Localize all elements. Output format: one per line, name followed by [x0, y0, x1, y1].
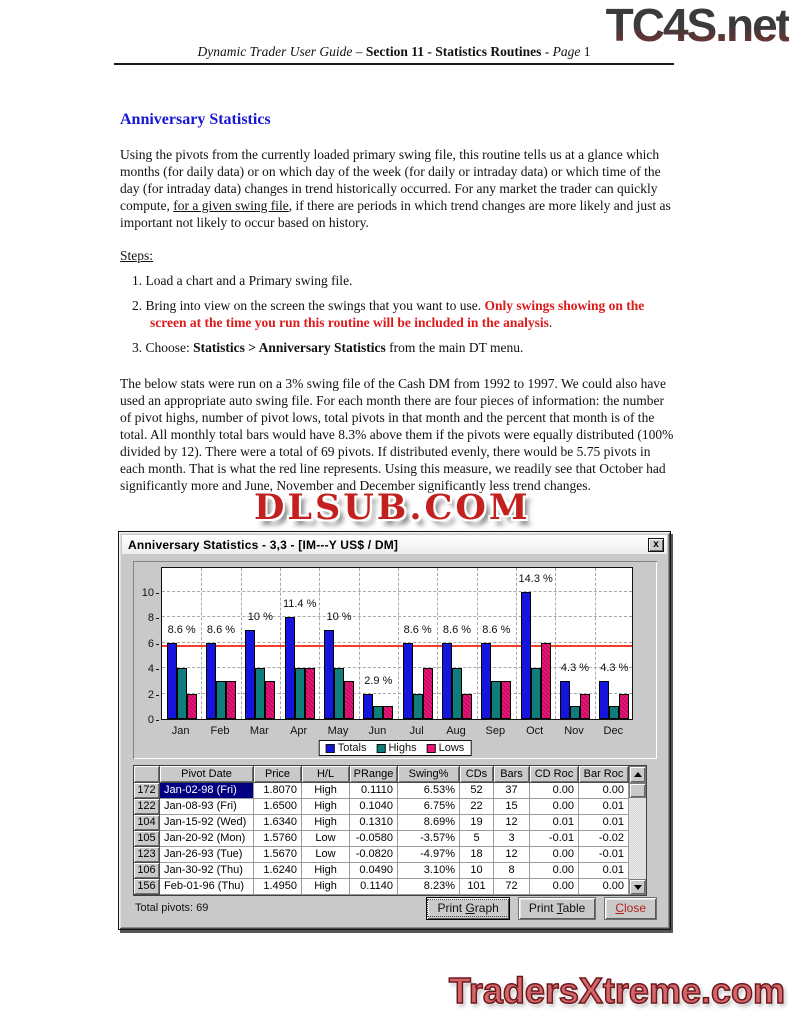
- table-cell-bars[interactable]: 15: [494, 799, 530, 815]
- bar-highs-may: [334, 668, 344, 719]
- table-cell-date[interactable]: Jan-15-92 (Wed): [160, 815, 254, 831]
- tc4s-logo: TC4S.net: [605, 0, 789, 51]
- gridline-h: [162, 616, 632, 617]
- doc-header-section: Section 11 - Statistics Routines: [365, 44, 542, 59]
- table-cell-prange[interactable]: 0.1310: [350, 815, 398, 831]
- percent-label: 8.6 %: [167, 623, 196, 636]
- y-tick-mark: [156, 669, 159, 670]
- legend-swatch: [427, 744, 436, 753]
- bar-lows-mar: [265, 681, 275, 719]
- gridline-v: [319, 568, 320, 719]
- table-cell-price[interactable]: 1.4950: [254, 879, 302, 895]
- y-tick-label: 6: [147, 637, 154, 650]
- tradersxtreme-logo: TradersXtreme.com: [448, 970, 785, 1011]
- table-cell-price[interactable]: 1.6240: [254, 863, 302, 879]
- bar-highs-jun: [373, 706, 383, 719]
- step-2-warning: Only swings showing on the screen at the time you run this routine will be included in the analysis: [150, 298, 645, 330]
- paragraph-1: Using the pivots from the currently loaded primary swing file, this routine tells us at a glance which months (for daily data) or on which day of the week (for daily or intraday data) or which time of the day (for intraday data) changes in trend historically occurred. For any market the trader can quickly compute, for a given swing file, if there are periods in which trend changes are more likely and just as important not likely to occur based on history.: [120, 147, 671, 230]
- column-header: Bars: [494, 766, 530, 783]
- table-cell-barroc[interactable]: -0.02: [579, 831, 629, 847]
- bar-highs-jan: [177, 668, 187, 719]
- bar-totals-jul: [403, 643, 413, 720]
- row-number: 105: [134, 831, 160, 847]
- gridline-v: [477, 568, 478, 719]
- table-cell-swing[interactable]: 3.10%: [398, 863, 460, 879]
- legend-swatch: [326, 744, 335, 753]
- table-cell-bars[interactable]: 37: [494, 783, 530, 799]
- bar-totals-aug: [442, 643, 452, 720]
- bar-highs-nov: [570, 706, 580, 719]
- chart-legend: [319, 740, 472, 756]
- x-axis: [161, 725, 633, 739]
- print-graph-button[interactable]: Print Graph: [426, 897, 509, 920]
- table-cell-barroc[interactable]: 0.01: [579, 863, 629, 879]
- percent-label: 8.6 %: [403, 623, 432, 636]
- gridline-v: [555, 568, 556, 719]
- bar-highs-oct: [531, 668, 541, 719]
- column-header: H/L: [302, 766, 350, 783]
- row-number: 156: [134, 879, 160, 895]
- bar-lows-feb: [226, 681, 236, 719]
- x-tick-label: Aug: [446, 725, 466, 737]
- y-tick-mark: [156, 720, 159, 721]
- anniversary-statistics-dialog: [118, 531, 671, 930]
- column-header: Swing%: [398, 766, 460, 783]
- y-tick-label: 0: [147, 714, 154, 726]
- table-cell-cdroc[interactable]: 0.01: [530, 815, 579, 831]
- bar-highs-sep: [491, 681, 501, 719]
- y-axis: [133, 567, 159, 726]
- percent-label: 10 %: [247, 610, 273, 623]
- table-cell-date[interactable]: Feb-01-96 (Thu): [160, 879, 254, 895]
- table-cell-barroc[interactable]: 0.01: [579, 815, 629, 831]
- percent-label: 4.3 %: [560, 661, 590, 674]
- table-cell-cds[interactable]: 10: [460, 863, 494, 879]
- bar-highs-apr: [295, 668, 305, 719]
- percent-label: 11.4 %: [282, 598, 317, 610]
- table-cell-cds[interactable]: 52: [460, 783, 494, 799]
- y-tick-mark: [156, 593, 159, 594]
- y-tick-label: 4: [147, 663, 154, 675]
- legend-label: Totals: [337, 742, 367, 754]
- table-cell-price[interactable]: 1.6340: [254, 815, 302, 831]
- table-cell-swing[interactable]: 6.53%: [398, 783, 460, 799]
- table-cell-barroc[interactable]: 0.00: [579, 783, 629, 799]
- bar-lows-dec: [619, 694, 629, 720]
- bar-lows-jul: [423, 668, 433, 719]
- table-cell-cdroc[interactable]: 0.00: [530, 783, 579, 799]
- bar-lows-aug: [462, 694, 472, 720]
- table-cell-price[interactable]: 1.6500: [254, 799, 302, 815]
- column-header: Price: [254, 766, 302, 783]
- bar-highs-dec: [609, 706, 619, 719]
- x-tick-label: Jan: [171, 725, 190, 737]
- table-cell-hl[interactable]: High: [302, 879, 350, 895]
- table-cell-bars[interactable]: 8: [494, 863, 530, 879]
- step-3: 3. Choose: Statistics > Anniversary Statistics from the main DT menu.: [132, 340, 524, 355]
- table-cell-price[interactable]: 1.5670: [254, 847, 302, 863]
- underlined-phrase: for a given swing file: [173, 198, 289, 213]
- legend-item-lows: [427, 742, 465, 754]
- table-cell-hl[interactable]: Low: [302, 831, 350, 847]
- table-cell-date[interactable]: Jan-02-98 (Fri): [160, 783, 254, 799]
- table-cell-prange[interactable]: 0.1140: [350, 879, 398, 895]
- table-cell-cds[interactable]: 5: [460, 831, 494, 847]
- gridline-v: [398, 568, 399, 719]
- scrollbar-trough[interactable]: [629, 798, 646, 879]
- table-cell-cdroc[interactable]: 0.00: [530, 879, 579, 895]
- x-tick-label: Nov: [564, 725, 584, 737]
- table-cell-cdroc[interactable]: -0.01: [530, 831, 579, 847]
- dialog-bottom-bar: [135, 896, 657, 920]
- scroll-up-icon[interactable]: [629, 766, 646, 783]
- reference-line: [162, 645, 632, 647]
- gridline-v: [437, 568, 438, 719]
- step-1: 1. Load a chart and a Primary swing file.: [132, 273, 353, 288]
- bar-highs-aug: [452, 668, 462, 719]
- table-cell-cdroc[interactable]: 0.00: [530, 847, 579, 863]
- pivot-table: [133, 765, 647, 896]
- chart-panel: [133, 561, 657, 759]
- gridline-h: [162, 642, 632, 643]
- column-header: Pivot Date: [160, 766, 254, 783]
- total-pivots-label: Total pivots: 69: [135, 902, 209, 914]
- table-cell-prange[interactable]: -0.0820: [350, 847, 398, 863]
- gridline-v: [201, 568, 202, 719]
- scroll-down-icon[interactable]: [629, 879, 646, 895]
- table-cell-prange[interactable]: 0.1040: [350, 799, 398, 815]
- column-header: [134, 766, 160, 783]
- table-cell-bars[interactable]: 72: [494, 879, 530, 895]
- y-tick-label: 2: [147, 688, 154, 701]
- page-title: Anniversary Statistics: [120, 111, 271, 128]
- x-tick-label: Jun: [368, 725, 387, 737]
- x-tick-label: Dec: [603, 725, 624, 737]
- dlsub-banner: DLSUB.COM: [254, 487, 531, 528]
- percent-label: 4.3 %: [600, 661, 629, 674]
- bar-totals-dec: [599, 681, 609, 719]
- bar-totals-may: [324, 630, 334, 719]
- table-scrollbar[interactable]: [629, 766, 646, 895]
- gridline-v: [595, 568, 596, 719]
- table-cell-cds[interactable]: 19: [460, 815, 494, 831]
- row-number: 172: [134, 783, 160, 799]
- dialog-title: Anniversary Statistics - 3,3 - [IM---Y US$ / DM]: [128, 537, 399, 552]
- step-2: 2. Bring into view on the screen the swings that you want to use. Only swings showing on the screen at the time you run this routine will be included in the analysis.: [132, 298, 645, 330]
- x-tick-label: Jul: [409, 725, 424, 737]
- table-cell-hl[interactable]: High: [302, 799, 350, 815]
- legend-item-totals: [326, 742, 367, 754]
- table-cell-bars[interactable]: 12: [494, 847, 530, 863]
- bar-highs-jul: [413, 694, 423, 720]
- table-cell-cds[interactable]: 101: [460, 879, 494, 895]
- percent-label: 14.3 %: [518, 572, 553, 585]
- column-header: PRange: [350, 766, 398, 783]
- bar-lows-sep: [501, 681, 511, 719]
- article: [120, 106, 678, 494]
- table-cell-swing[interactable]: 8.23%: [398, 879, 460, 895]
- table-cell-hl[interactable]: High: [302, 783, 350, 799]
- gridline-v: [516, 568, 517, 719]
- percent-label: 10 %: [326, 610, 352, 623]
- doc-header: Dynamic Trader User Guide – Section 11 - Statistics Routines - Page 1: [114, 44, 674, 65]
- legend-swatch: [376, 744, 385, 753]
- steps-label: Steps:: [120, 248, 154, 263]
- y-tick-mark: [156, 695, 159, 696]
- table-cell-cdroc[interactable]: 0.00: [530, 863, 579, 879]
- y-tick-label: 8: [147, 612, 154, 624]
- table-cell-swing[interactable]: -3.57%: [398, 831, 460, 847]
- row-number: 123: [134, 847, 160, 863]
- gridline-h: [162, 591, 632, 592]
- table-cell-bars[interactable]: 12: [494, 815, 530, 831]
- y-tick-mark: [156, 618, 159, 619]
- table-cell-price[interactable]: 1.8070: [254, 783, 302, 799]
- dialog-titlebar: [122, 535, 667, 554]
- doc-header-page-word: Page: [552, 44, 581, 59]
- doc-header-page-num: 1: [580, 44, 591, 59]
- row-number: 104: [134, 815, 160, 831]
- pivot-grid: [134, 766, 629, 895]
- bar-lows-nov: [580, 694, 590, 720]
- table-cell-swing[interactable]: 8.69%: [398, 815, 460, 831]
- table-cell-cds[interactable]: 18: [460, 847, 494, 863]
- percent-label: 8.6 %: [442, 623, 472, 636]
- bar-lows-jun: [383, 706, 393, 719]
- bar-highs-mar: [255, 668, 265, 719]
- bar-lows-apr: [305, 668, 315, 719]
- x-tick-label: Mar: [249, 725, 269, 737]
- table-cell-swing[interactable]: 6.75%: [398, 799, 460, 815]
- row-number: 106: [134, 863, 160, 879]
- percent-label: 8.6 %: [482, 623, 511, 636]
- table-cell-hl[interactable]: High: [302, 863, 350, 879]
- table-cell-date[interactable]: Jan-20-92 (Mon): [160, 831, 254, 847]
- menu-path: Statistics > Anniversary Statistics: [193, 340, 386, 355]
- bar-totals-nov: [560, 681, 570, 719]
- table-cell-hl[interactable]: Low: [302, 847, 350, 863]
- table-cell-prange[interactable]: 0.1110: [350, 783, 398, 799]
- table-cell-prange[interactable]: 0.0490: [350, 863, 398, 879]
- bar-totals-oct: [521, 592, 531, 720]
- bar-totals-jun: [363, 694, 373, 720]
- table-cell-date[interactable]: Jan-08-93 (Fri): [160, 799, 254, 815]
- close-icon[interactable]: x: [648, 538, 664, 552]
- table-cell-barroc[interactable]: 0.00: [579, 879, 629, 895]
- bar-lows-jan: [187, 694, 197, 720]
- percent-label: 2.9 %: [364, 674, 393, 687]
- table-cell-swing[interactable]: -4.97%: [398, 847, 460, 863]
- doc-header-guide: Dynamic Trader User Guide: [197, 44, 353, 59]
- table-cell-date[interactable]: Jan-30-92 (Thu): [160, 863, 254, 879]
- scrollbar-thumb[interactable]: [629, 783, 646, 798]
- table-cell-price[interactable]: 1.5760: [254, 831, 302, 847]
- row-number: 122: [134, 799, 160, 815]
- y-tick-label: 10: [141, 586, 154, 599]
- close-button[interactable]: Close: [604, 897, 657, 920]
- paragraph-2: The below stats were run on a 3% swing file of the Cash DM from 1992 to 1997. We could also have used an appropriate auto swing file. For each month there are four pieces of information: the number of pivot highs, number of pivot lows, total pivots in that month and the percent that month is of the total. All monthly total bars would have 8.3% above them if the pivots were equally distributed (100% divided by 12). There were a total of 69 pivots. If distributed evenly, there would be 5.75 pivots in each month. That is what the red line represents. Using this measure, we readily see that October had significantly more and June, November and December significantly less trend changes.: [120, 376, 674, 493]
- bar-highs-feb: [216, 681, 226, 719]
- bar-totals-mar: [245, 630, 255, 719]
- x-tick-label: Feb: [210, 725, 230, 737]
- gridline-v: [280, 568, 281, 719]
- print-table-button[interactable]: Print Table: [518, 897, 596, 920]
- column-header: Bar Roc: [579, 766, 629, 783]
- legend-label: Highs: [388, 742, 417, 754]
- column-header: CDs: [460, 766, 494, 783]
- x-tick-label: May: [327, 725, 349, 737]
- x-tick-label: Sep: [485, 725, 506, 737]
- y-tick-mark: [156, 644, 159, 645]
- bar-totals-sep: [481, 643, 491, 720]
- table-cell-barroc[interactable]: 0.01: [579, 799, 629, 815]
- gridline-v: [359, 568, 360, 719]
- percent-label: 8.6 %: [206, 623, 236, 636]
- bar-lows-oct: [541, 643, 551, 720]
- legend-label: Lows: [438, 742, 465, 754]
- bar-lows-may: [344, 681, 354, 719]
- bar-totals-apr: [285, 617, 295, 719]
- column-header: CD Roc: [530, 766, 579, 783]
- x-tick-label: Oct: [526, 725, 544, 737]
- bar-totals-jan: [167, 643, 177, 720]
- bar-totals-feb: [206, 643, 216, 720]
- table-cell-cds[interactable]: 22: [460, 799, 494, 815]
- table-cell-hl[interactable]: High: [302, 815, 350, 831]
- table-cell-barroc[interactable]: -0.01: [579, 847, 629, 863]
- legend-item-highs: [376, 742, 416, 754]
- plot-area: [161, 567, 633, 720]
- x-tick-label: Apr: [290, 725, 308, 737]
- table-cell-prange[interactable]: -0.0580: [350, 831, 398, 847]
- gridline-v: [241, 568, 242, 719]
- table-cell-cdroc[interactable]: 0.00: [530, 799, 579, 815]
- table-cell-bars[interactable]: 3: [494, 831, 530, 847]
- table-cell-date[interactable]: Jan-26-93 (Tue): [160, 847, 254, 863]
